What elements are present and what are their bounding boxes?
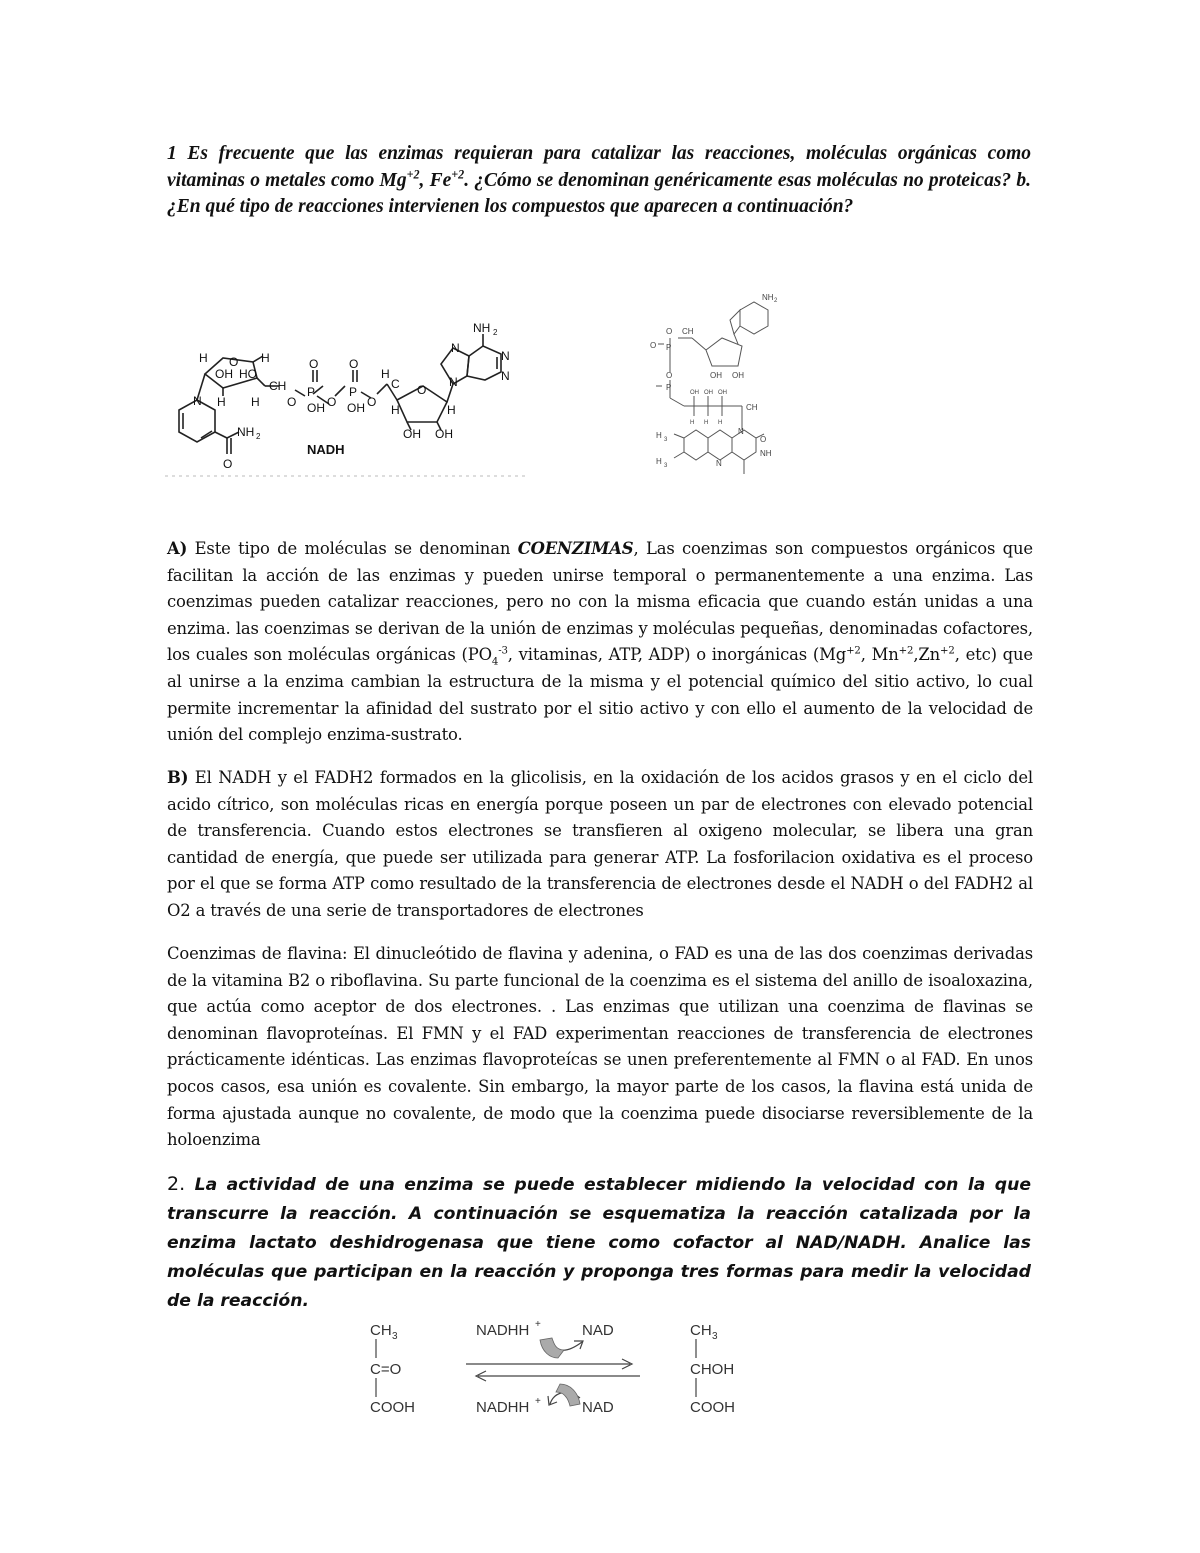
atom-label: O [287,395,297,409]
nadhh-top-label: NADHH [476,1322,530,1339]
atom-label: 3 [664,463,668,469]
q1-text: , Fe [419,169,452,191]
answer-a-label: A) [167,539,188,558]
answer-a-text: , Mn [860,645,899,665]
atom-label: O [760,435,767,444]
q1-sup: +2 [406,167,420,181]
answer-a-text: ,Zn [913,645,941,665]
atom-label: OH [435,427,453,441]
atom-label: P [307,385,316,399]
atom-label: O [666,371,673,380]
atom-label: H [718,420,723,426]
atom-label: H [199,351,208,365]
atom-label: N [738,427,744,436]
answer-b-text: El NADH y el FADH2 formados en la glicolisis, en la oxidación de los acidos grasos y en el ciclo del acido cítrico, son moléculas ricas en energía porque poseen un par de electrones con elevado potencial de transferencia. Cuando estos electrones se transfieren al oxigeno molecular, se libera una gran cantidad de energía, que puede ser utilizada para generar ATP. La fosforilacion oxidativa es el proceso por el que se forma ATP como resultado de la transferencia de electrones desde el NADH o del FADH2 al O2 a través de una serie de transportadores de electrones [167,768,1033,920]
answer-b-paragraph [167,765,1033,925]
flavin-paragraph: Coenzimas de flavina: El dinucleótido de flavina y adenina, o FAD es una de las dos coenzimas derivadas de la vitamina B2 o riboflavina. Su parte funcional de la coenzima es el sistema del anillo de isoaloxazina, que actúa como aceptor de dos electrones. . Las enzimas que utilizan una coenzima de flavinas se denominan flavoproteínas. El FMN y el FAD experimentan reacciones de transferencia de electrones prácticamente idénticas. Las enzimas flavoproteícas se unen preferentemente al FMN o al FAD. En unos pocos casos, esa unión es covalente. Sin embargo, la mayor parte de los casos, la flavina está unida de forma ajustada aunque no covalente, de modo que la coenzima puede disociarse reversiblemente de la holoenzima [167,944,1033,1150]
atom-label: O [650,341,657,350]
atom-label: O [229,355,239,369]
atom-label: CH [746,403,758,412]
atom-label: 2 [256,432,261,441]
atom-label: N [716,459,722,468]
nad-top-label: NAD [582,1322,614,1339]
q1-text: . ¿Cómo se denominan genéricamente esas moléculas no proteicas? b. ¿En qué tipo de reacciones intervienen los compuestos que aparecen a continuación? [167,169,1032,217]
question-2-text: La actividad de una enzima se puede establecer midiendo la velocidad con la que transcurre la reacción. A continuación se esquematiza la reacción catalizada por la enzima lactato deshidrogenasa que tiene como cofactor al NAD/NADH. Analice las moléculas que participan en la reacción y proponga tres formas para medir la velocidad de la reacción. [167,1175,1031,1311]
atom-label: N [501,349,510,363]
atom-label: OH [347,401,365,415]
nadhh-bottom-label: NADHH [476,1399,530,1416]
lactate-choh: CHOH [690,1361,735,1378]
superscript: -3 [498,645,508,657]
atom-label: OH [732,371,744,380]
atom-label: O [309,357,319,371]
atom-label: 2 [493,328,498,337]
answer-a-paragraph [167,536,1033,749]
answer-a-text: Este tipo de moléculas se denominan [187,539,518,558]
atom-label: H [391,403,400,417]
atom-label: O [666,327,673,336]
atom-label: N [193,394,202,408]
atom-label: OH [307,401,325,415]
atom-label: CH [269,379,287,393]
atom-label: N [451,341,460,355]
atom-label: CH [682,327,694,336]
atom-label: N [501,369,510,383]
atom-label: H [251,395,260,409]
atom-label: H [447,403,456,417]
question-2 [167,1170,1031,1316]
atom-label: O [327,395,337,409]
subscript: 3 [392,1331,398,1342]
lactate-dehydrogenase-reaction-figure [360,1312,760,1422]
lactate-ch3: CH [690,1322,712,1339]
atom-label: 3 [664,437,668,443]
q1-sup: +2 [451,167,465,181]
superscript: +2 [940,645,955,657]
atom-label: 2 [774,298,778,304]
coenzimas-term: COENZIMAS [517,539,634,558]
atom-label: P [666,343,672,352]
subscript: 4 [491,656,499,668]
atom-label: NH [760,449,772,458]
superscript: + [535,1319,541,1330]
atom-label: H [656,457,662,466]
atom-label: C [391,377,400,391]
nad-bottom-label: NAD [582,1399,614,1416]
superscript: +2 [898,645,914,657]
atom-label: P [666,383,672,392]
atom-label: H [656,431,662,440]
q1-text: 1 Es frecuente que las enzimas requieran para catalizar las reacciones, moléculas orgánicas como vitaminas o metales como Mg [167,143,1031,191]
superscript: +2 [846,645,861,657]
atom-label: OH [704,390,713,396]
answer-a-text: , etc) que al unirse a la enzima cambian la estructura de la misma y el potencial químico del sitio activo, lo cual permite incrementar la afinidad del sustrato por el sitio activo y con ello el aumento de la velocidad de unión del complejo enzima-sustrato. [167,645,1033,745]
atom-label: H [381,367,390,381]
fad-structure-figure [650,290,800,480]
atom-label: P [349,385,358,399]
atom-label: HO [239,367,257,381]
atom-label: OH [710,371,722,380]
atom-label: O [367,395,377,409]
atom-label: O [349,357,359,371]
atom-label: H [704,420,709,426]
atom-label: O [223,457,233,471]
atom-label: OH [690,390,699,396]
lactate-cooh: COOH [690,1399,735,1416]
atom-label: NH [762,293,774,302]
answer-b-label: B) [167,768,189,787]
subscript: 3 [712,1331,718,1342]
nadh-structure-figure [165,312,530,480]
atom-label: OH [718,390,727,396]
nadh-label: NADH [307,442,345,457]
pyruvate-ch3: CH [370,1322,392,1339]
atom-label: NH [473,321,491,335]
answer-a-text: , vitaminas, ATP, ADP) o inorgánicas (Mg [507,645,847,665]
atom-label: H [261,351,270,365]
atom-label: N [449,375,458,389]
answer-a-text: , Las coenzimas son compuestos orgánicos que facilitan la acción de las enzimas y pueden unirse temporal o permanentemente a una enzima. Las coenzimas pueden catalizar reacciones, pero no con la misma eficacia que cuando están unidas a una enzima. las coenzimas se derivan de la unión de enzimas y moléculas pequeñas, denominadas cofactores, los cuales son moléculas orgánicas (PO [167,539,1033,665]
pyruvate-cooh: COOH [370,1399,415,1416]
atom-label: NH [237,425,255,439]
atom-label: O [417,383,427,397]
superscript: + [535,1396,541,1407]
atom-label: H [217,395,226,409]
atom-label: H [690,420,695,426]
pyruvate-carbonyl: C=O [370,1361,402,1378]
atom-label: OH [215,367,233,381]
question-1 [167,141,1031,221]
question-2-number: 2. [167,1173,186,1195]
atom-label: OH [403,427,421,441]
